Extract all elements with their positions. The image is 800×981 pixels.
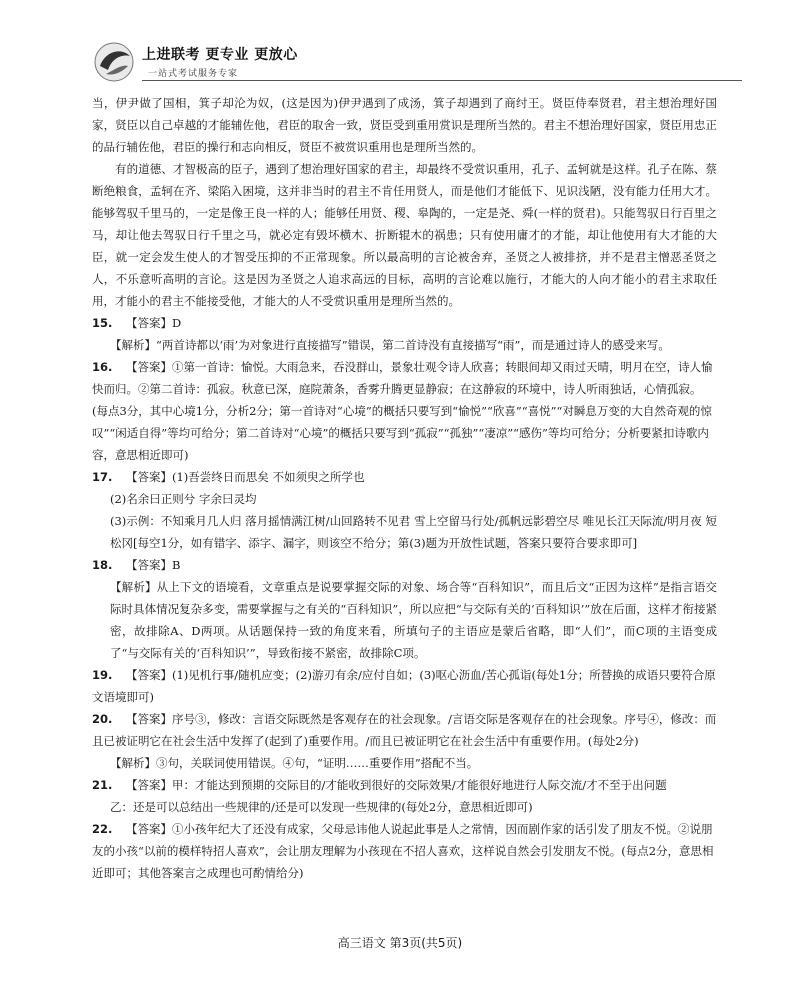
item-17-line-2: (2)名余曰正则兮 字余曰灵均 xyxy=(110,492,257,506)
item-number: 21. xyxy=(92,778,113,792)
item-number: 18. xyxy=(92,558,113,572)
item-line: 【答案】序号③，修改：言语交际既然是客观存在的社会现象。/言语交际是客观存在的社会现象。序号④，修改：而且已被证明它在社会生活中发挥了(起到了)重要作用。/而且已被证明它在社会生活中有重要作用。(每处2分) xyxy=(92,712,717,748)
item-number: 22. xyxy=(92,822,113,836)
item-number: 19. xyxy=(92,668,113,682)
logo-icon xyxy=(92,40,138,84)
item-19 xyxy=(92,664,717,708)
item-line: 【答案】(1)吾尝终日而思矣 不如须臾之所学也 xyxy=(126,470,365,484)
item-number: 15. xyxy=(92,316,113,330)
item-22 xyxy=(92,818,717,884)
item-20-analysis: 【解析】③句，关联词使用错误。④句，“证明……重要作用”搭配不当。 xyxy=(110,756,479,770)
item-line: 【答案】甲：才能达到预期的交际目的/才能收到很好的交际效果/才能很好地进行人际交流/才不至于出问题 xyxy=(126,778,667,792)
item-18 xyxy=(92,554,717,576)
item-number: 16. xyxy=(92,360,113,374)
header-slogan: 上进联考 更专业 更放心 xyxy=(142,47,298,63)
page-header xyxy=(92,40,732,90)
item-line: 【答案】(1)见机行事/随机应变；(2)游刃有余/应付自如；(3)呕心沥血/苦心孤诣(每处1分；所替换的成语只要符合原文语境即可) xyxy=(92,668,716,704)
item-17-line-3: (3)示例：不知乘月几人归 落月摇情满江树/山回路转不见君 雪上空留马行处/孤帆远影碧空尽 唯见长江天际流/明月夜 短松冈[每空1分，如有错字、添字、漏字，则该空不给分；第(3)题为开放性试题，答案只要符合要求即可] xyxy=(110,514,717,550)
item-20 xyxy=(92,708,717,752)
paragraph-2: 有的道德、才智极高的臣子，遇到了想治理好国家的君主，却最终不受赏识重用，孔子、孟轲就是这样。孔子在陈、蔡断绝粮食，孟轲在齐、梁陷入困境，这并非当时的君主不肯任用贤人，而是他们才能低下、见识浅陋，没有能力任用大才。能够驾驭千里马的，一定是像王良一样的人；能够任用贤、稷、皋陶的，一定是尧、舜(一样的贤君)。只能驾驭日行百里之马，却让他去驾驭日行千里之马，就必定有毁坏横木、折断辊木的祸患；只有使用庸才的才能，却让他使用有大才能的大臣，就一定会发生使人的才智受压抑的不正常现象。所以最高明的言论被舍弃，圣贤之人被排挤，并不是君主憎恶圣贤之人，不乐意听高明的言论。这是因为圣贤之人追求高远的目标，高明的言论难以施行，才能大的人向才能小的君主求取任用，才能小的君主不能接受他，才能大的人不受赏识重用是理所当然的。 xyxy=(92,162,717,308)
item-line: 【答案】B xyxy=(126,558,181,572)
item-line: 【答案】①小孩年纪大了还没有成家，父母忌讳他人说起此事是人之常情，因而剧作家的话引发了朋友不悦。②说朋友的小孩“以前的模样特招人喜欢”，会让朋友理解为小孩现在不招人喜欢，这样说自然会引发朋友不悦。(每点2分，意思相近即可；其他答案言之成理也可酌情给分) xyxy=(92,822,714,880)
item-15-analysis: 【解析】“两首诗都以‘雨’为对象进行直接描写”错误，第二首诗没有直接描写“雨”，而是通过诗人的感受来写。 xyxy=(110,338,670,352)
page-footer: 高三语文 第3页(共5页) xyxy=(337,936,463,950)
header-divider xyxy=(142,80,742,81)
header-tagline: 一站式考试服务专家 xyxy=(148,69,239,79)
item-line: 【答案】D xyxy=(126,316,182,330)
paragraph-continued: 当，伊尹做了国相，箕子却沦为奴，(这是因为)伊尹遇到了成汤，箕子却遇到了商纣王。贤臣侍奉贤君，君主想治理好国家，贤臣以自己卓越的才能辅佐他，君臣的取舍一致，贤臣受到重用赏识是理所当然的。君主不想治理好国家，贤臣用忠正的品行辅佐他，君臣的操行和志向相反，贤臣不被赏识重用也是理所当然的。 xyxy=(92,96,717,154)
item-18-analysis: 【解析】从上下文的语境看，文章重点是说要掌握交际的对象、场合等“百科知识”，而且后文“正因为这样”是指言语交际时具体情况复杂多变，需要掌握与之有关的“百科知识”，所以应把“与交际有关的‘百科知识’”放在后面，这样才衔接紧密，故排除A、D两项。从话题保持一致的角度来看，所填句子的主语应是蒙后省略，即“人们”，而C项的主语变成了“与交际有关的‘百科知识’”，导致衔接不紧密，故排除C项。 xyxy=(110,580,717,660)
item-15 xyxy=(92,312,717,334)
item-17 xyxy=(92,466,717,488)
item-16 xyxy=(92,356,717,466)
item-number: 17. xyxy=(92,470,113,484)
item-21-line-2: 乙：还是可以总结出一些规律的/还是可以发现一些规律的(每处2分，意思相近即可) xyxy=(110,800,533,814)
item-21 xyxy=(92,774,717,796)
answer-content xyxy=(92,92,717,884)
item-number: 20. xyxy=(92,712,113,726)
item-line: 【答案】①第一首诗：愉悦。大雨急来，吞没群山，景象壮观令诗人欣喜；转眼间却又雨过天晴，明月在空，诗人愉快而归。②第二首诗：孤寂。秋意已深，庭院萧条，香雾升腾更显静寂；在这静寂的环境中，诗人听雨独话，心情孤寂。(每点3分，其中心境1分，分析2分；第一首诗对“心境”的概括只要写到“愉悦”“欣喜”“喜悦”“对瞬息万变的大自然奇观的惊叹”“闲适自得”等均可给分；第二首诗对“心境”的概括只要写到“孤寂”“孤独”“凄凉”“感伤”等均可给分；分析要紧扣诗歌内容，意思相近即可) xyxy=(92,360,713,462)
